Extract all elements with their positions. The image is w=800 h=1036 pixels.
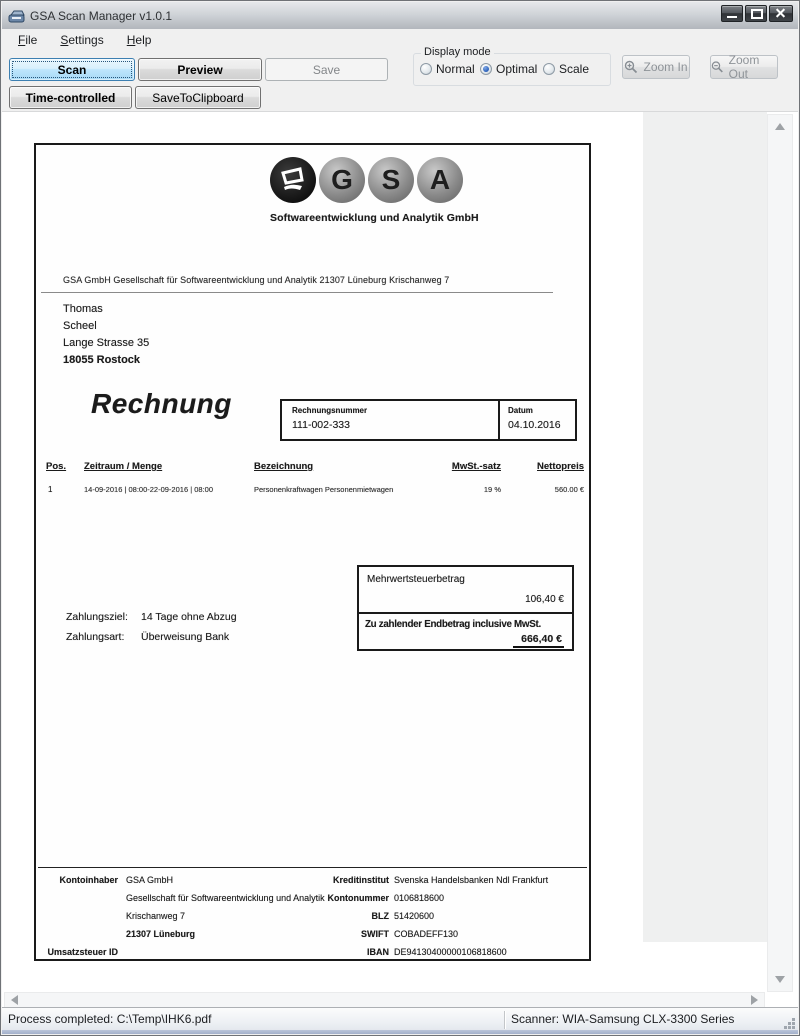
menu-bar [2,29,798,51]
total-value: 666,40 € [513,633,564,648]
recipient-city: 18055 Rostock [63,354,141,366]
col-header-net: Nettopreis [537,461,584,472]
swift-value: COBADEFF130 [394,929,459,939]
account-holder-value: GSA GmbH [126,875,174,885]
scroll-left-icon[interactable] [11,995,18,1005]
invoice-number-label: Rechnungsnummer [292,406,368,415]
radio-normal[interactable] [420,62,475,76]
blz-label: BLZ [371,911,389,921]
recipient-street: Lange Strasse 35 [63,337,150,349]
scan-viewer [2,111,798,1007]
window-bottom-frame [2,1030,798,1034]
invoice-title: Rechnung [91,388,232,419]
gsa-logo-circles [270,157,484,203]
total-label: Zu zahlender Endbetrag inclusive MwSt. [365,619,541,630]
payment-method-label: Zahlungsart: [66,631,125,643]
status-message: Process completed: C:\Temp\IHK6.pdf [8,1012,212,1026]
radio-normal-label: Normal [436,62,475,76]
window-title: GSA Scan Manager v1.0.1 [30,8,173,23]
invoice-number: 111-002-333 [292,419,350,431]
horizontal-scrollbar[interactable] [4,992,765,1008]
logo-letter-g: G [319,157,365,203]
radio-scale-label: Scale [559,62,590,76]
scanner-icon [8,9,25,23]
gsa-logo [270,157,484,224]
sender-line: GSA GmbH Gesellschaft für Softwareentwicklung und Analytik 21307 Lüneburg Krischanweg 7 [63,275,450,285]
close-button[interactable] [769,5,793,22]
row-period: 14-09-2016 | 08:00-22-09-2016 | 08:00 [84,485,213,494]
swift-label: SWIFT [361,929,389,939]
status-separator [504,1011,505,1029]
recipient-surname: Scheel [63,320,97,332]
time-controlled-button[interactable]: Time-controlled [9,86,132,109]
zoom-out-label: Zoom Out [728,53,760,81]
scroll-up-icon[interactable] [775,123,785,130]
recipient-name: Thomas [63,303,103,315]
save-button[interactable]: Save [265,58,388,81]
company-city: 21307 Lüneburg [126,929,196,939]
account-number-value: 0106818600 [394,893,445,903]
blz-value: 51420600 [394,911,435,921]
zoom-out-button[interactable] [710,55,778,79]
bank-value: Svenska Handelsbanken Ndl Frankfurt [394,875,549,885]
radio-optimal[interactable] [480,62,537,76]
minimize-button[interactable] [721,5,743,22]
maximize-button[interactable] [745,5,767,22]
invoice-date: 04.10.2016 [508,419,561,431]
row-description: Personenkraftwagen Personenmietwagen [254,485,394,494]
radio-scale-circle [543,63,555,75]
col-header-period: Zeitraum / Menge [84,461,163,472]
resize-grip-icon[interactable] [783,1017,795,1029]
vat-amount-label: Mehrwertsteuerbetrag [367,574,465,585]
scan-button[interactable]: Scan [9,58,135,81]
iban-value: DE94130400000106818600 [394,947,507,957]
radio-optimal-circle [480,63,492,75]
row-vat: 19 % [483,485,501,494]
zoom-in-button[interactable] [622,55,690,79]
radio-normal-circle [420,63,432,75]
invoice-box-divider [498,401,500,439]
payment-terms-label: Zahlungsziel: [66,611,128,623]
radio-optimal-label: Optimal [496,62,538,76]
col-header-description: Bezeichnung [254,461,314,472]
row-pos: 1 [48,485,53,494]
menu-help[interactable]: Help [126,33,152,47]
footer-rule [38,867,587,868]
vat-id-label: Umsatzsteuer ID [47,947,118,957]
save-to-clipboard-button[interactable]: SaveToClipboard [135,86,261,109]
bank-label: Kreditinstitut [333,875,389,885]
zoom-in-icon [624,60,638,74]
vat-amount-value: 106,40 € [525,594,564,605]
payment-terms-value: 14 Tage ohne Abzug [141,611,237,623]
account-holder-label: Kontoinhaber [59,875,118,885]
company-line: Gesellschaft für Softwareentwicklung und Analytik [126,893,325,903]
monitor-icon [270,157,316,203]
zoom-out-icon [711,60,724,74]
account-number-label: Kontonummer [327,893,389,903]
payment-method-value: Überweisung Bank [141,631,230,643]
vertical-scrollbar[interactable] [767,114,793,992]
preview-button[interactable]: Preview [138,58,262,81]
scanner-status: Scanner: WIA-Samsung CLX-3300 Series [511,1012,735,1026]
col-header-vat: MwSt.-satz [451,461,501,472]
status-bar [2,1007,798,1032]
col-header-pos: Pos. [46,461,67,472]
scanned-invoice-page [34,143,591,961]
totals-divider [359,612,572,614]
logo-letter-s: S [368,157,414,203]
window-controls [721,5,793,22]
company-street: Krischanweg 7 [126,911,186,921]
scroll-right-icon[interactable] [751,995,758,1005]
radio-scale[interactable] [543,62,589,76]
scroll-down-icon[interactable] [775,976,785,983]
display-mode-label: Display mode [421,46,494,58]
sender-rule [41,292,553,293]
iban-label: IBAN [367,947,389,957]
invoice-date-label: Datum [508,406,533,415]
title-bar[interactable] [2,2,798,29]
zoom-in-label: Zoom In [643,60,688,74]
row-net: 560.00 € [554,485,584,494]
menu-file[interactable]: File [18,33,38,47]
logo-letter-a: A [417,157,463,203]
menu-settings[interactable]: Settings [60,33,104,47]
logo-caption: Softwareentwicklung und Analytik GmbH [270,212,479,224]
display-mode-group [413,46,611,86]
scan-edge-shade [643,112,767,942]
totals-box [357,565,574,651]
invoice-number-box [280,399,577,441]
